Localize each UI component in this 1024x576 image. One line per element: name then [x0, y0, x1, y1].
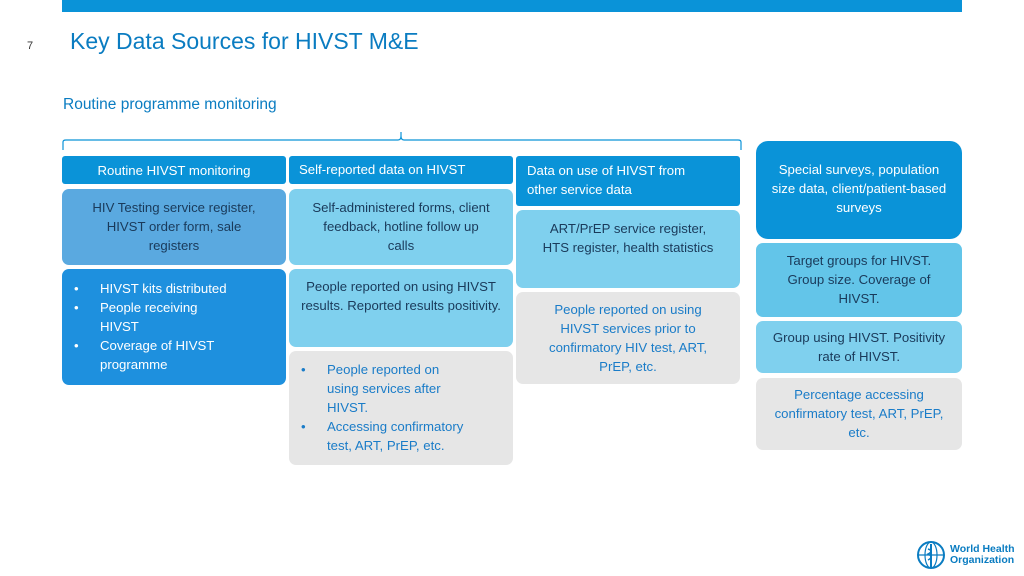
- header-label: Data on use of HIVST from other service data: [527, 163, 686, 197]
- list-item: • People reported on using services after HIVST.: [289, 360, 513, 417]
- survey-text: Group using HIVST. Positivity rate of HIVST.: [772, 330, 946, 364]
- indicator-box-other-service: [516, 292, 740, 384]
- followup-list: [289, 360, 513, 455]
- who-wordmark-line1: World Health: [950, 543, 1015, 555]
- page-title: Key Data Sources for HIVST M&E: [70, 28, 419, 54]
- grouping-brace: [62, 130, 742, 154]
- who-emblem-icon: [916, 540, 946, 570]
- column-header-self-reported: [289, 156, 513, 184]
- who-wordmark-line2: Organization: [950, 554, 1015, 566]
- list-item: • Coverage of HIVST programme: [62, 336, 286, 374]
- header-label: Routine HIVST monitoring: [97, 163, 251, 178]
- survey-box-positivity: [756, 321, 962, 373]
- source-text: Self-administered forms, client feedback, hotline follow up calls: [312, 200, 490, 253]
- header-label: Self-reported data on HIVST: [299, 162, 466, 177]
- survey-text: Target groups for HIVST. Group size. Coverage of HIVST.: [786, 253, 932, 306]
- top-accent-bar: [62, 0, 962, 12]
- source-box-routine: [62, 189, 286, 265]
- column-header-routine: [62, 156, 286, 184]
- indicator-text: People reported on using HIVST results. Reported results positivity.: [301, 279, 501, 313]
- indicator-box-routine: [62, 269, 286, 385]
- slide-number: 7: [27, 40, 34, 52]
- list-item: • Accessing confirmatory test, ART, PrEP, etc.: [289, 417, 513, 455]
- survey-text: Percentage accessing confirmatory test, ART, PrEP, etc.: [774, 387, 944, 440]
- source-text: HIV Testing service register, HIVST order form, sale registers: [92, 200, 256, 253]
- list-item: • HIVST kits distributed: [62, 279, 286, 298]
- source-box-other-service: [516, 210, 740, 288]
- header-label: Special surveys, population size data, client/patient-based surveys: [771, 162, 947, 215]
- section-subtitle: Routine programme monitoring: [63, 96, 277, 113]
- source-box-self-reported: [289, 189, 513, 265]
- survey-box-target-groups: [756, 243, 962, 317]
- indicator-text: People reported on using HIVST services prior to confirmatory HIV test, ART, PrEP, etc.: [548, 302, 708, 374]
- who-wordmark: [950, 544, 1015, 566]
- column-header-special-surveys: [756, 141, 962, 239]
- list-item: • People receiving HIVST: [62, 298, 286, 336]
- who-logo: [916, 538, 1016, 572]
- indicator-box-self-reported: [289, 269, 513, 347]
- column-header-other-service: [516, 156, 740, 206]
- source-text: ART/PrEP service register, HTS register, health statistics: [542, 221, 714, 255]
- indicator-list: [62, 279, 286, 374]
- survey-box-linkage: [756, 378, 962, 450]
- followup-box-self-reported: [289, 351, 513, 465]
